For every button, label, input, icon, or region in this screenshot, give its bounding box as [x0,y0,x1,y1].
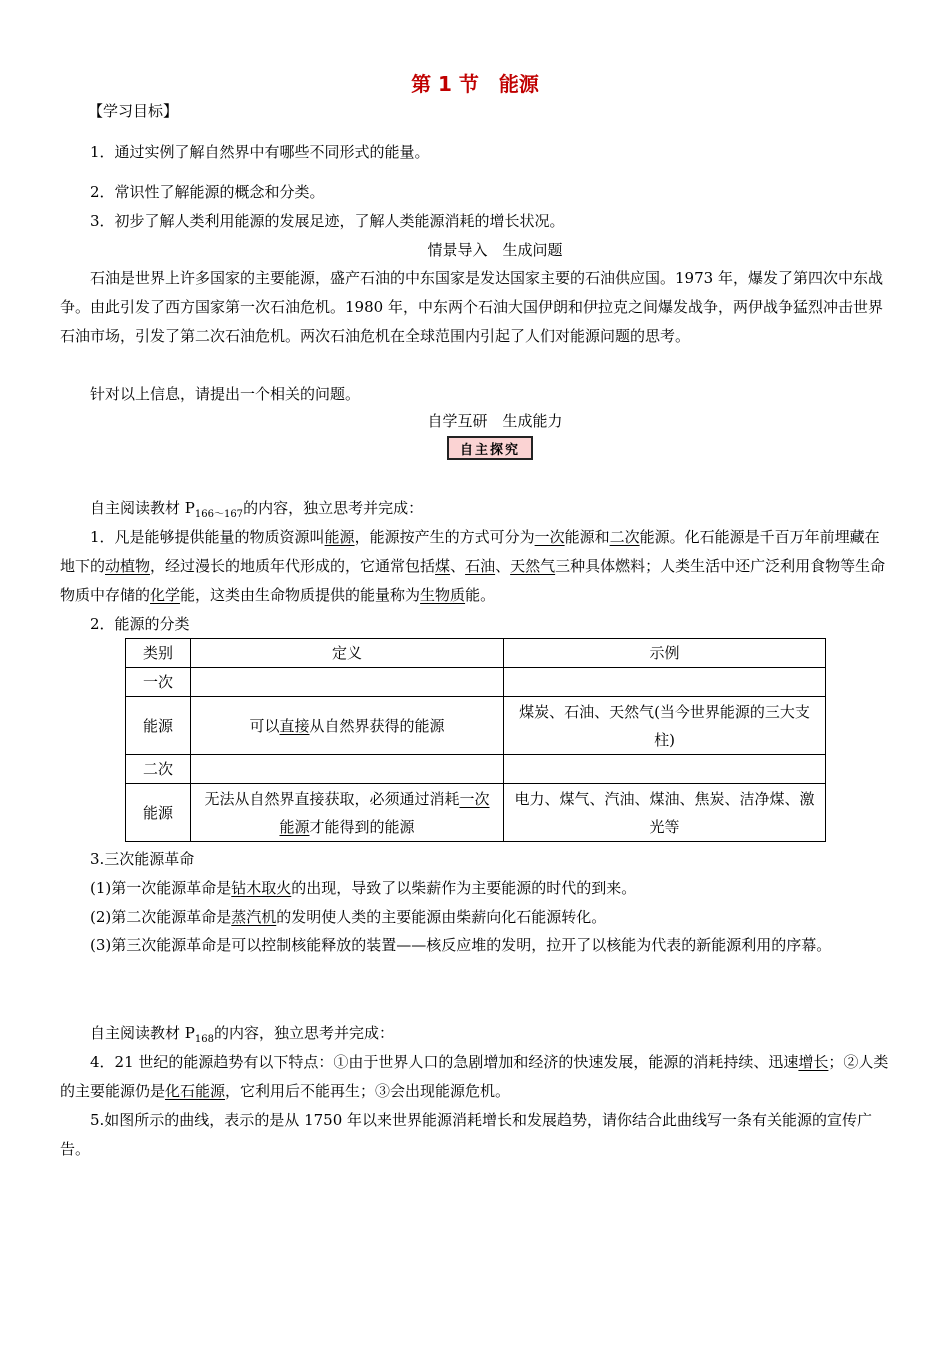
goal-item-3: 3．初步了解人类利用能源的发展足迹，了解人类能源消耗的增长状况。 [90,212,565,230]
row-example: 电力、煤气、汽油、煤油、焦炭、洁净煤、激光等 [504,784,826,842]
q1-text-10: 能。 [465,586,496,604]
goal-item-2: 2．常识性了解能源的概念和分类。 [90,183,325,201]
row-definition: 无法从自然界直接获取，必须通过消耗一次能源才能得到的能源 [191,784,504,842]
q1-text-2: ，能源按产生的方式可分为 [354,528,535,546]
reading-instruction-2: 自主阅读教材 $P_{168}$的内容，独立思考并完成： [90,1024,394,1045]
q1-answer-6: 石油 [465,557,496,575]
revolution-2: (2)第二次能源革命是蒸汽机的发明使人类的主要能源由柴薪向化石能源转化。 [90,908,607,926]
scenario-paragraph [60,264,892,351]
revolution-3: (3)第三次能源革命是可以控制核能释放的装置——核反应堆的发明，拉开了以核能为代表的新能源利用的序幕。 [90,936,832,954]
table-row [126,755,826,784]
energy-classification-table [125,638,826,842]
definition-answer: 一次能源 [279,789,490,836]
q1-text-1: 1．凡是能够提供能量的物质资源叫 [90,528,325,546]
row-category: 能源 [126,697,191,755]
q1-text-6: 、 [450,557,466,575]
q1-answer-1: 能源 [324,528,355,546]
q1-text-7: 、 [495,557,511,575]
row-category: 一次 [126,668,191,697]
q1-answer-7: 天然气 [510,557,556,575]
q4-answer-2: 化石能源 [165,1082,226,1100]
row-category: 二次 [126,755,191,784]
q1-answer-3: 二次 [609,528,640,546]
revolution-1-answer: 钻木取火 [231,879,292,897]
row-empty-cell [504,755,826,784]
reading-1-prefix: 自主阅读教材 P [90,499,195,517]
q1-answer-2: 一次 [534,528,565,546]
table-header-row [126,639,826,668]
self-study-badge: 自主探究 [447,436,533,460]
row-category: 能源 [126,784,191,842]
q1-text-5: ，经过漫长的地质年代形成的，它通常包括 [150,557,436,575]
q1-text-4: 能源。化石能源是千百万年前埋藏在地下的 [60,528,880,575]
question-4: 4．21 世纪的能源趋势有以下特点：①由于世界人口的急剧增加和经济的快速发展，能源的消耗持续、迅速增长；②人类的主要能源仍是化石能源，它利用后不能再生；③会出现能源危机。 [60,1053,889,1100]
header-category: 类别 [126,639,191,668]
definition-answer: 直接 [279,716,310,735]
row-empty-cell [191,668,504,697]
header-definition: 定义 [191,639,504,668]
question-1 [60,523,892,610]
q1-text-3: 能源和 [564,528,610,546]
q1-text-8: 三种具体燃料；人类生活中还广泛利用食物等生命物质中存储的 [60,557,886,604]
q1-answer-5: 煤 [435,557,451,575]
table-row [126,784,826,842]
header-example: 示例 [504,639,826,668]
q1-answer-8: 化学 [150,586,181,604]
page-title: 第 1 节 能源 [411,72,539,96]
row-definition: 可以直接从自然界获得的能源 [191,697,504,755]
row-empty-cell [191,755,504,784]
study-heading: 自学互研 生成能力 [427,412,563,430]
table-row [126,668,826,697]
q1-answer-9: 生物质 [420,586,466,604]
row-empty-cell [504,668,826,697]
scenario-text: 石油是世界上许多国家的主要能源，盛产石油的中东国家是发达国家主要的石油供应国。1973 年，爆发了第四次中东战争。由此引发了西方国家第一次石油危机。1980 年，中东两个石油大国伊朗和伊拉克之间爆发战争，两伊战争猛烈冲击世界石油市场，引发了第二次石油危机。两次石油危机在全球范围内引起了人们对能源问题的思考。 [60,269,883,345]
revolution-1: (1)第一次能源革命是钻木取火的出现，导致了以柴薪作为主要能源的时代的到来。 [90,879,637,897]
question-5: 5.如图所示的曲线，表示的是从 1750 年以来世界能源消耗增长和发展趋势，请你结合此曲线写一条有关能源的宣传广告。 [60,1111,873,1158]
reading-1-pages: 166～167 [194,509,244,520]
scenario-heading: 情景导入 生成问题 [427,241,563,259]
reading-1-suffix: 的内容，独立思考并完成： [243,499,424,517]
revolution-2-answer: 蒸汽机 [231,908,277,926]
question-3-title: 3.三次能源革命 [90,850,195,868]
q1-text-9: 能，这类由生命物质提供的能量称为 [180,586,421,604]
scenario-question: 针对以上信息，请提出一个相关的问题。 [90,385,361,403]
table-row [126,697,826,755]
goal-item-1: 1．通过实例了解自然界中有哪些不同形式的能量。 [90,143,430,161]
q1-answer-4: 动植物 [105,557,151,575]
q4-answer-1: 增长 [798,1053,829,1071]
goals-heading: 【学习目标】 [88,102,179,120]
row-example: 煤炭、石油、天然气(当今世界能源的三大支柱) [504,697,826,755]
question-2-title: 2．能源的分类 [90,615,190,633]
reading-instruction-1 [90,497,423,520]
